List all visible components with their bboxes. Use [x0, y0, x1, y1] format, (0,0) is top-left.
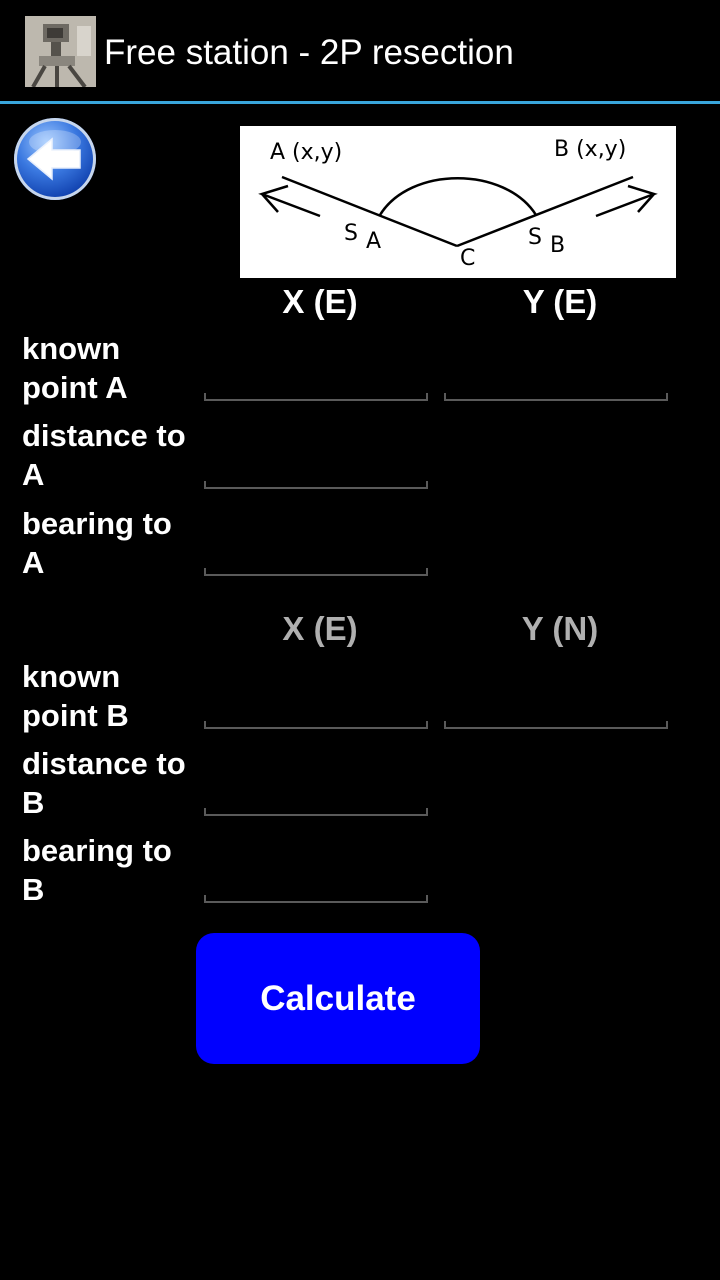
label-bearing-to-b: bearing to B [22, 833, 172, 907]
label-sb-s: S [528, 225, 542, 250]
label-distance-to-a: distance to A [22, 418, 186, 492]
header-b-y: Y (N) [521, 610, 599, 647]
distance-to-b-underline [204, 808, 428, 816]
bearing-to-b-underline [204, 895, 428, 903]
known-point-b-x-input[interactable] [204, 688, 428, 722]
action-bar [0, 0, 720, 101]
back-button[interactable] [14, 118, 96, 200]
label-sa-s: S [344, 221, 358, 246]
label-known-point-a: known point A [22, 331, 128, 405]
calculate-button[interactable]: Calculate [196, 933, 480, 1064]
known-point-a-y-underline [444, 393, 668, 401]
label-sb-sub: B [550, 233, 566, 258]
bearing-to-b-input[interactable] [204, 862, 428, 896]
angle-arc [380, 178, 536, 215]
label-distance-to-b: distance to B [22, 746, 186, 820]
distance-to-b-input[interactable] [204, 775, 428, 809]
arrow-left-icon [262, 186, 320, 216]
back-arrow-icon [14, 118, 96, 200]
bearing-to-a-input[interactable] [204, 535, 428, 569]
known-point-b-y-underline [444, 721, 668, 729]
app-title: Free station - 2P resection [104, 33, 514, 72]
known-point-a-y-input[interactable] [444, 360, 668, 394]
distance-to-a-input[interactable] [204, 447, 428, 481]
arrow-right-icon [596, 186, 654, 216]
label-c: C [460, 246, 476, 271]
bearing-to-a-underline [204, 568, 428, 576]
action-bar-divider [0, 101, 720, 104]
label-sa-sub: A [366, 229, 382, 254]
distance-to-a-underline [204, 481, 428, 489]
known-point-b-x-underline [204, 721, 428, 729]
known-point-b-y-input[interactable] [444, 688, 668, 722]
header-a-x: X (E) [282, 283, 358, 320]
known-point-a-x-underline [204, 393, 428, 401]
label-bearing-to-a: bearing to A [22, 506, 172, 580]
label-b: B (x,y) [554, 137, 627, 162]
header-b-x: X (E) [282, 610, 358, 647]
header-a-y: Y (E) [522, 283, 598, 320]
resection-diagram [240, 126, 676, 278]
known-point-a-x-input[interactable] [204, 360, 428, 394]
label-a: A (x,y) [270, 140, 343, 165]
app-icon [25, 16, 96, 87]
label-known-point-b: known point B [22, 659, 129, 733]
